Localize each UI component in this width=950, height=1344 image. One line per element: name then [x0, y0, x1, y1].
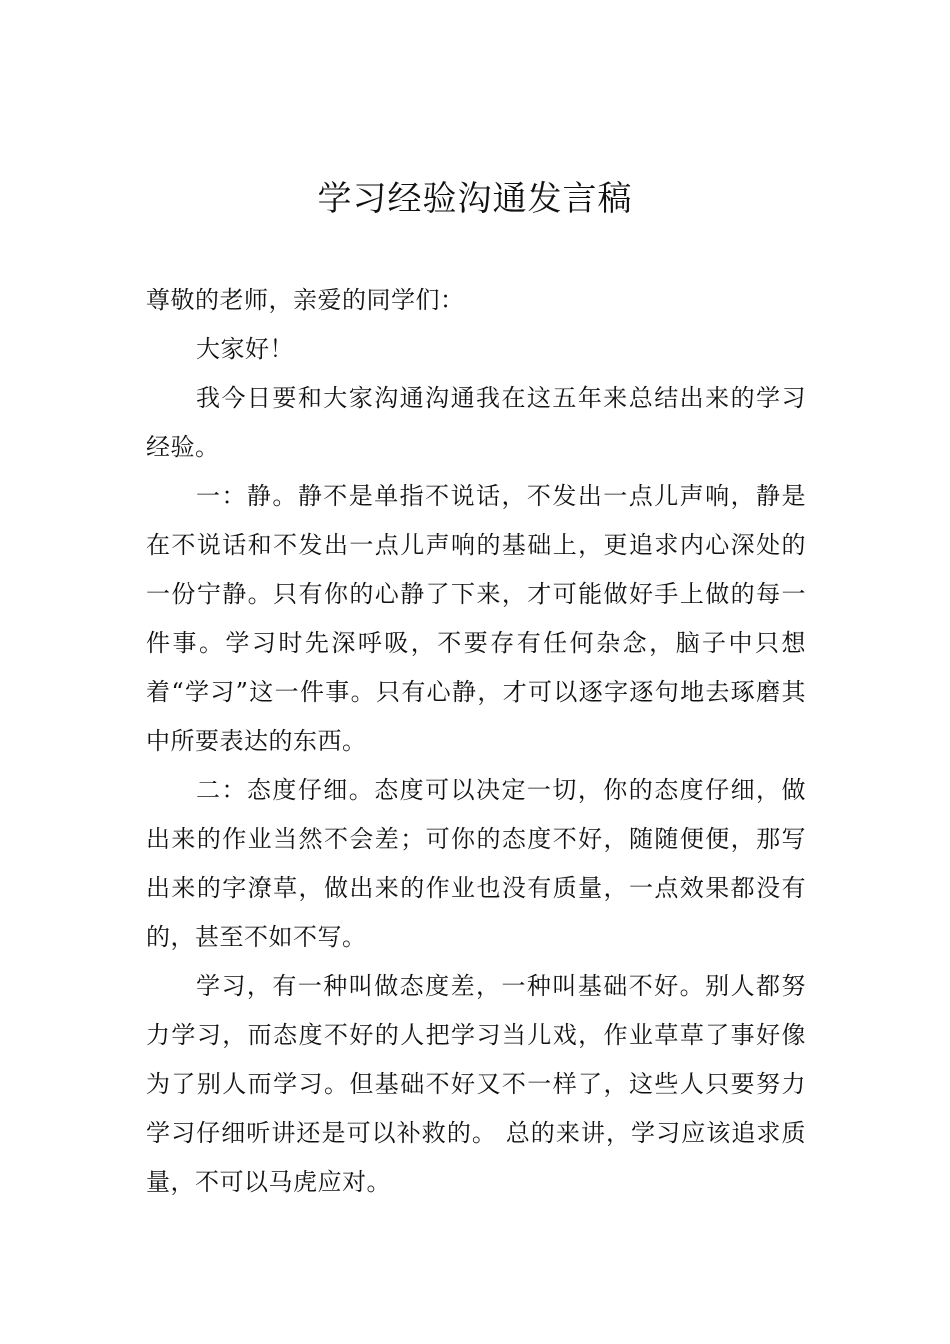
greeting: 大家好！	[196, 335, 294, 363]
salutation: 尊敬的老师，亲爱的同学们：	[146, 286, 465, 314]
paragraph-point-one: 一：静。静不是单指不说话，不发出一点儿声响，静是在不说话和不发出一点儿声响的基础上，更追求内心深处的一份宁静。只有你的心静了下来，才可能做好手上做的每一件事。学习时先深呼吸，不要存有任何杂念，脑子中只想着“学习”这一件事。只有心静，才可以逐字逐句地去琢磨其中所要表达的东西。	[146, 482, 806, 755]
document-title: 学习经验沟通发言稿	[317, 179, 633, 219]
paragraph-point-two: 二：态度仔细。态度可以决定一切，你的态度仔细，做出来的作业当然不会差；可你的态度不好，随随便便，那写出来的字潦草，做出来的作业也没有质量，一点效果都没有的，甚至不如不写。	[146, 776, 806, 951]
document-body	[146, 276, 806, 1207]
paragraph-conclusion: 学习，有一种叫做态度差，一种叫基础不好。别人都努力学习，而态度不好的人把学习当儿戏，作业草草了事好像为了别人而学习。但基础不好又不一样了，这些人只要努力学习仔细听讲还是可以补救的。 总的来讲，学习应该追求质量，不可以马虎应对。	[146, 972, 806, 1196]
paragraph-intro: 我今日要和大家沟通沟通我在这五年来总结出来的学习经验。	[146, 384, 806, 461]
